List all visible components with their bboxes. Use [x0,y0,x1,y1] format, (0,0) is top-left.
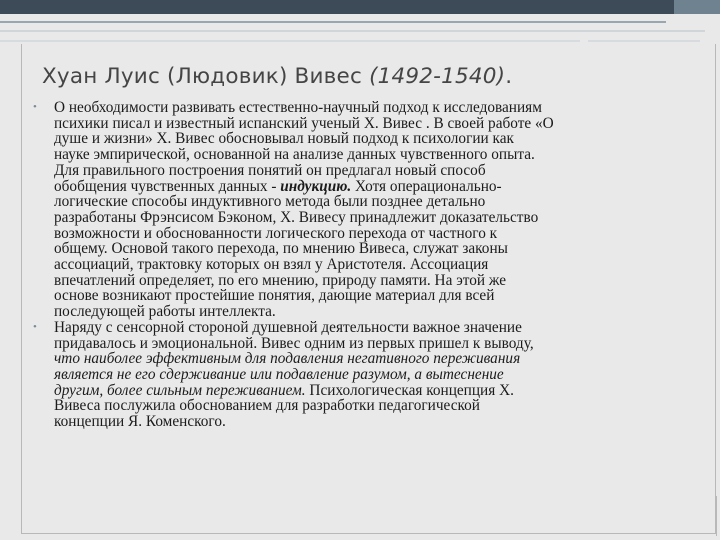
text-line [54,383,710,399]
text-segment: науке эмпирической, основанной на анализе данных чувственного опыта. [54,146,535,164]
text-line [54,367,710,383]
text-line [54,194,710,210]
text-segment: Наряду с сенсорной стороной душевной деятельности важное значение [54,318,522,336]
bullet-icon: • [33,101,37,113]
paragraph-text [54,320,710,430]
text-segment: разработаны Фрэнсисом Бэконом, Х. Вивесу принадлежит доказательство [54,208,539,226]
text-line [54,116,710,132]
text-segment: индукцию. [280,177,352,195]
text-segment: О необходимости развивать естественно-научный подход к исследованиям [54,99,542,116]
text-line [54,147,710,163]
title-years: (1492-1540) [369,64,506,89]
text-segment: обобщения чувственных данных - [54,177,281,195]
text-segment: основе возникают простейшие понятия, дающие материал для всей [54,287,495,305]
text-segment: Вивеса послужила обоснованием для разработки педагогической [54,397,480,415]
frame-corner [704,496,717,536]
text-segment: что наиболее эффективным для подавления негативного переживания [54,350,521,368]
text-line [54,273,710,289]
text-line [54,336,710,352]
text-segment: психики писал и известный испанский ученый Х. Вивес . В своей работе «О [54,114,554,132]
slide-body [30,100,710,430]
text-line [54,241,710,257]
text-line [54,226,710,242]
text-line [54,131,710,147]
text-line [54,179,710,195]
text-segment: другим, более сильным переживанием. [54,381,306,399]
text-segment: возможности и обоснованности логического перехода от частного к [54,224,498,242]
text-line [54,288,710,304]
text-line [54,398,710,414]
text-line [54,100,710,116]
bullet-paragraph [30,100,710,320]
text-segment: Для правильного построения понятий он предлагал новый способ [54,161,486,179]
text-segment: придавалось и эмоциональной. Вивес одним из первых пришел к выводу, [54,334,534,352]
text-segment: общему. Основой такого перехода, по мнению Вивеса, служат законы [54,240,508,258]
bullet-icon: • [33,320,37,333]
text-segment: последующей работы интеллекта. [54,303,276,321]
text-segment: логические способы индуктивного метода были позднее детально [54,193,486,211]
text-line [54,304,710,320]
text-line [54,257,710,273]
title-name: Хуан Луис (Людовик) Вивес [42,64,363,89]
title-dot: . [505,64,513,89]
text-segment: Хотя операционально- [351,177,502,195]
text-segment: ассоциаций, трактовку которых он взял у Аристотеля. Ассоциация [54,256,489,274]
text-segment: является не его сдерживание или подавление разумом, а вытеснение [54,365,504,383]
text-line [54,320,710,336]
text-line [54,210,710,226]
bullet-paragraph [30,320,710,430]
text-line [54,351,710,367]
text-segment: концепции Я. Коменского. [54,413,226,431]
text-segment: впечатлений определяет, по его мнению, природу памяти. На этой же [54,271,507,289]
paragraph-text [54,100,710,320]
text-line [54,163,710,179]
text-line [54,414,710,430]
slide-title [42,64,682,89]
text-segment: душе и жизни» Х. Вивес обосновывал новый подход к психологии как [54,130,514,148]
text-segment: Психологическая концепция Х. [305,381,514,399]
